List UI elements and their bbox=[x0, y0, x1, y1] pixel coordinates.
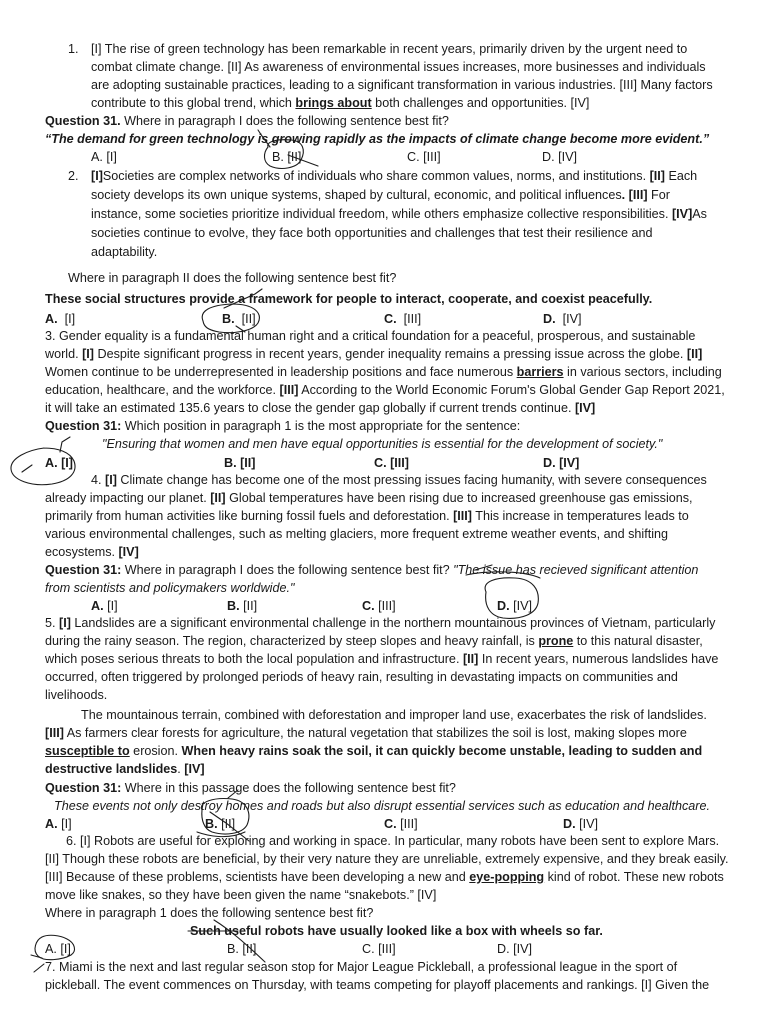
pen-stroke bbox=[22, 465, 32, 472]
q1-paragraph-line: contribute to this global trend, which brings about both challenges and opportunities. [IV] bbox=[91, 96, 590, 110]
q5-paragraph-line: occurred, often triggered by prolonged periods of heavy rain, resulting in devastating impacts on communities and bbox=[45, 670, 678, 684]
pen-stroke bbox=[60, 437, 70, 452]
q4-option-b: B. [II] bbox=[227, 599, 258, 613]
q4-paragraph-line: primarily from human activities like burning fossil fuels and deforestation. [III] This increase in temperatures leads to bbox=[45, 509, 689, 523]
q5-option-a: A. [I] bbox=[45, 817, 72, 831]
q3-paragraph-line: education, healthcare, and the workforce. [III] According to the World Economic Forum's Global Gender Gap Report 2021, bbox=[45, 383, 725, 397]
q3-option-b: B. [II] bbox=[224, 456, 256, 470]
q2-option-a: A. [I] bbox=[45, 312, 76, 326]
vocab-eye-popping: eye-popping bbox=[469, 870, 545, 884]
q4-option-d: D. [IV] bbox=[497, 599, 532, 613]
q5-paragraph-line: 5. [I] Landslides are a significant environmental challenge in the northern mountainous provinces of Vietnam, particularly bbox=[45, 616, 716, 630]
q2-insert-sentence: These social structures provide a framework for people to interact, cooperate, and coexist peacefully. bbox=[45, 292, 653, 306]
q1-option-d: D. [IV] bbox=[542, 150, 577, 164]
vocab-susceptible-to: susceptible to bbox=[45, 744, 130, 758]
q5-option-d: D. [IV] bbox=[563, 817, 598, 831]
q5-paragraph-line: which poses serious threats to both the local population and infrastructure. [II] In recent years, numerous landslides have bbox=[45, 652, 719, 666]
q5-insert-sentence: These events not only destroy homes and roads but also disrupt essential services such as education and healthcare. bbox=[54, 799, 710, 813]
q2-option-d: D. [IV] bbox=[543, 312, 582, 326]
q1-question: Question 31. Where in paragraph I does the following sentence best fit? bbox=[45, 114, 449, 128]
q5-paragraph-line: The mountainous terrain, combined with deforestation and improper land use, exacerbates the risk of landslides. bbox=[81, 708, 707, 722]
q6-paragraph-line: move like snakes, so they have been given the name “snakebots.” [IV] bbox=[45, 888, 437, 902]
q3-paragraph-line: 3. Gender equality is a fundamental human right and a critical foundation for a peaceful, prosperous, and sustainable bbox=[45, 329, 696, 343]
q5-option-b: B. [II] bbox=[205, 817, 236, 831]
q5-option-c: C. [III] bbox=[384, 817, 418, 831]
q1-insert-sentence: “The demand for green technology is growing rapidly as the impacts of climate change become more evident.” bbox=[45, 132, 710, 146]
q2-number: 2. bbox=[68, 169, 79, 183]
q5-paragraph-line: destructive landslides. [IV] bbox=[45, 762, 205, 776]
q7-paragraph-line: 7. Miami is the next and last regular season stop for Major League Pickleball, a professional league in the sport of bbox=[45, 960, 678, 974]
q3-option-d: D. [IV] bbox=[543, 456, 580, 470]
vocab-barriers: barriers bbox=[516, 365, 564, 379]
q5-question: Question 31: Where in this passage does the following sentence best fit? bbox=[45, 781, 456, 795]
q2-paragraph-line: adaptability. bbox=[91, 245, 158, 259]
q1-paragraph-line: combat climate change. [II] As awareness of environmental issues increases, more businesses and individuals bbox=[91, 60, 706, 74]
q2-question: Where in paragraph II does the following sentence best fit? bbox=[68, 271, 397, 285]
q4-option-a: A. [I] bbox=[91, 599, 118, 613]
q5-paragraph-line: during the rainy season. The region, characterized by steep slopes and heavy rainfall, is prone to this natural disaster, bbox=[45, 634, 703, 648]
q6-option-a: A. [I] bbox=[45, 942, 71, 956]
q5-paragraph-line: [III] As farmers clear forests for agriculture, the natural vegetation that stabilizes the soil is lost, making slopes more bbox=[45, 726, 687, 740]
q2-option-c: C. [III] bbox=[384, 312, 422, 326]
q2-paragraph-line: society develops its own unique systems, shaped by cultural, economic, and political influences. [III] For bbox=[91, 188, 670, 202]
q4-paragraph-line: already impacting our planet. [II] Global temperatures have been rising due to increased greenhouse gas emissions, bbox=[45, 491, 693, 505]
q1-option-c: C. [III] bbox=[407, 150, 441, 164]
q4-insert-sentence-cont: from scientists and policymakers worldwide." bbox=[45, 581, 295, 595]
q1-option-b: B. [II] bbox=[272, 150, 302, 164]
q4-question: Question 31: Where in paragraph I does the following sentence best fit? "The issue has recieved significant attention bbox=[45, 563, 699, 577]
q6-paragraph-line: [III] Because of these problems, scientists have been developing a new and eye-popping kind of robot. These new robots bbox=[45, 870, 724, 884]
pen-stroke bbox=[31, 955, 42, 958]
q6-paragraph-line: 6. [I] Robots are useful for exploring and working in space. In particular, many robots have been sent to explore Mars. bbox=[66, 834, 720, 848]
q3-paragraph-line: it will take an estimated 135.6 years to close the gender gap globally if current trends continue. [IV] bbox=[45, 401, 596, 415]
q6-paragraph-line: [II] Though these robots are beneficial, by their very nature they are unreliable, extremely expensive, and they break easily. bbox=[45, 852, 729, 866]
q4-paragraph-line: 4. [I] Climate change has become one of the most pressing issues facing humanity, with severe consequences bbox=[91, 473, 707, 487]
q3-option-c: C. [III] bbox=[374, 456, 409, 470]
q1-paragraph-line: are adopting sustainable practices, leading to a significant transformation in various industries. [III] Many factors bbox=[91, 78, 713, 92]
q6-insert-sentence: Such useful robots have usually looked like a box with wheels so far. bbox=[190, 924, 603, 938]
q6-question: Where in paragraph 1 does the following sentence best fit? bbox=[45, 906, 374, 920]
q4-option-c: C. [III] bbox=[362, 599, 396, 613]
q3-insert-sentence: "Ensuring that women and men have equal opportunities is essential for the development of society." bbox=[102, 437, 663, 451]
q1-number: 1. bbox=[68, 42, 79, 56]
q5-paragraph-line: susceptible to erosion. When heavy rains soak the soil, it can quickly become unstable, leading to sudden and bbox=[45, 744, 703, 758]
q3-paragraph-line: world. [I] Despite significant progress in recent years, gender inequality remains a pressing issue across the globe. [II] bbox=[45, 347, 703, 361]
q5-paragraph-line: livelihoods. bbox=[45, 688, 108, 702]
q3-option-a: A. [I] bbox=[45, 456, 73, 470]
q1-option-a: A. [I] bbox=[91, 150, 117, 164]
q6-option-d: D. [IV] bbox=[497, 942, 532, 956]
q4-paragraph-line: ecosystems. [IV] bbox=[45, 545, 139, 559]
q2-paragraph-line: instance, some societies prioritize individual freedom, while others emphasize collective responsibilities. [IV]As bbox=[91, 207, 707, 221]
q2-paragraph-line: societies continue to evolve, they face both opportunities and challenges that test their resilience and bbox=[91, 226, 653, 240]
q6-option-c: C. [III] bbox=[362, 942, 396, 956]
pen-stroke bbox=[34, 964, 44, 972]
q3-paragraph-line: Women continue to be underrepresented in leadership positions and face numerous barriers in various sectors, including bbox=[45, 365, 722, 379]
q2-option-b: B. [II] bbox=[222, 312, 256, 326]
q2-paragraph-line: [I]Societies are complex networks of individuals who share common values, norms, and institutions. [II] Each bbox=[91, 169, 698, 183]
q4-paragraph-line: various environmental challenges, such as melting glaciers, more frequent extreme weather events, and shifting bbox=[45, 527, 669, 541]
q6-option-b: B. [II] bbox=[227, 942, 257, 956]
vocab-prone: prone bbox=[538, 634, 574, 648]
q1-paragraph-line: [I] The rise of green technology has been remarkable in recent years, primarily driven by the urgent need to bbox=[91, 42, 688, 56]
q7-paragraph-line: pickleball. The event commences on Thursday, with teams competing for playoff placements and rankings. [I] Given the bbox=[45, 978, 710, 992]
q3-question: Question 31: Which position in paragraph 1 is the most appropriate for the sentence: bbox=[45, 419, 521, 433]
vocab-brings-about: brings about bbox=[295, 96, 372, 110]
